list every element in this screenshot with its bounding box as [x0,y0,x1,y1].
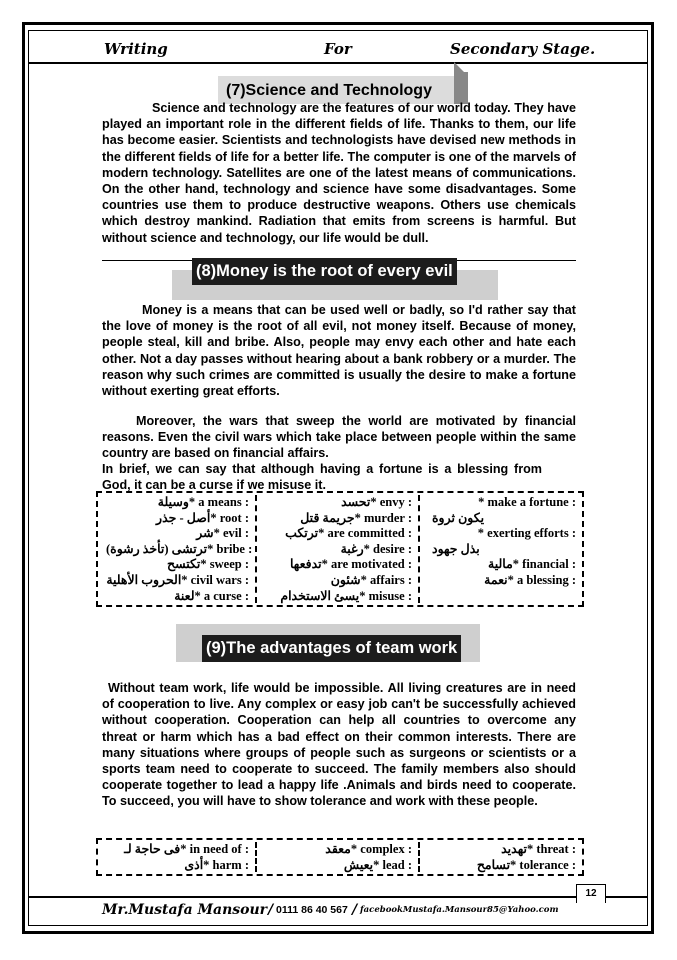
vocab-entry: أصل - جذر* root : [156,510,249,525]
section8-para1: Money is a means that can be used well or badly, so I'd rather say that the love of money is the root of all evil, not money itself. Because of money, people steal, kill and bribe. Also, people may envy each other and hate each other. Not a day passes without hearing about a bank robbery or a murder. The reason why such crimes are committed is usually the desire to make a fortune without exerting great efforts. [102,303,576,399]
vocab-entry: نعمة* a blessing : [484,572,576,587]
vocab-entry: شر* evil : [196,526,249,541]
vocab-entry: تهديد* threat : [501,842,576,856]
section7-title: (7)Science and Technology [226,82,432,99]
vocab-entry: معقد* complex : [325,842,412,856]
vocab-entry: تدفعها* are motivated : [290,557,412,572]
vocab-entry: ترتشى (تأخذ رشوة)* bribe : [106,541,253,556]
vocab-separator [418,495,420,603]
vocab-entry: يعيش* lead : [343,857,412,872]
vocab-entry: ترتكب* are committed : [285,526,412,541]
footer-slash: / [352,902,358,918]
vocab-entry: * make a fortune : [478,495,576,509]
vocab-column-1 [106,840,249,874]
vocab-entry: بذل جهود [432,541,480,556]
footer-author: Mr.Mustafa Mansour [102,902,268,918]
vocab-box-section8 [96,491,584,607]
vocab-separator [255,842,257,872]
vocab-separator [418,842,420,872]
section8-para3: In brief, we can say that although having a fortune is a blessing from God, it can be a curse if we misuse it. [102,462,542,493]
vocab-column-1 [106,493,253,605]
vocab-entry: مالية* financial : [488,557,576,572]
page-number: 12 [576,884,606,903]
footer-rule [28,896,648,898]
section9-title: (9)The advantages of team work [202,635,461,662]
header-right: Secondary Stage. [450,40,596,58]
vocab-entry: أذى* harm : [184,857,249,872]
vocab-entry: * exerting efforts : [477,526,576,541]
header-rule [28,62,648,64]
vocab-entry: رغبة* desire : [340,541,412,556]
vocab-entry: يسئ الاستخدام* misuse : [280,588,412,603]
vocab-entry: فى حاجة لـ* in need of : [124,842,249,856]
vocab-entry: وسيلة* a means : [157,495,249,509]
vocab-entry: تسامح* tolerance : [476,857,576,872]
header-left: Writing [104,40,168,58]
vocab-entry: الحروب الأهلية* civil wars : [106,572,249,587]
vocab-column-3 [424,493,576,605]
vocab-column-2 [260,840,412,874]
footer-slash: / [268,902,274,918]
vocab-separator [255,495,257,603]
section8-title: (8)Money is the root of every evil [192,258,457,285]
section9-body: Without team work, life would be impossible. All living creatures are in need of cooperation to live. Any complex or easy job can't be successfully achieved without cooperation. Cooperation can help all countries to overcome any threat or harm which has a bad effect on their common interests. There are many situations where groups of people such as surgeons or scientists or a sports team need to cooperate to succeed. The family members also should cooperate together to lead a happy life .Animals and birds need to cooperate. To succeed, you will have to show tolerance and work with these people. [102,681,576,809]
footer-phone: 0111 86 40 567 [276,904,348,916]
vocab-entry: يكون ثروة [432,510,485,525]
vocab-column-3 [424,840,576,874]
section8-para2: Moreover, the wars that sweep the world are motivated by financial reasons. Even the civil wars which take place between people within the same country are based on financial affairs. [102,414,576,461]
vocab-entry: لعنة* a curse : [174,588,249,603]
section7-body: Science and technology are the features of our world today. They have played an important role in the different fields of life. Thanks to them, our life has become easier. Scientists and technologists have devised new methods in the different fields of life for a better life. The computer is one of the marvels of modern technology. Satellites are one of the latest means of communications. On the other hand, technology and science have some disadvantages. Some countries use them to produce destructive weapons. Others use chemicals which destroy mankind. Radiation that emits from screens is harmful. But without science and technology, our life would be dull. [102,101,576,245]
vocab-box-section9 [96,838,584,876]
vocab-entry: تكتسح* sweep : [167,557,249,572]
footer-contact: facebookMustafa.Mansour85@Yahoo.com [360,905,559,915]
vocab-entry: شئون* affairs : [330,572,412,587]
vocab-entry: جريمة قتل* murder : [300,510,412,525]
vocab-entry: تحسد* envy : [341,495,412,509]
vocab-column-2 [260,493,412,605]
header-center: For [324,40,352,58]
